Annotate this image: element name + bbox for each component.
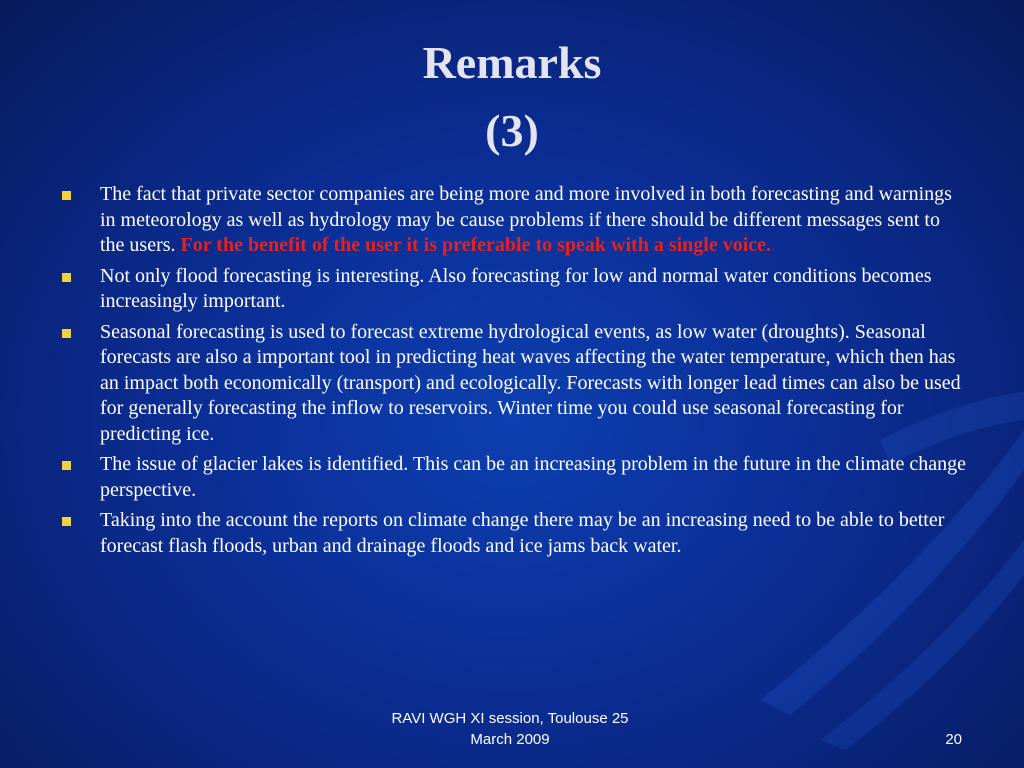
footer-line-2: March 2009 (470, 731, 550, 748)
square-bullet-icon (62, 191, 71, 200)
slide-subtitle: (3) (485, 105, 539, 156)
bullet-text: Not only flood forecasting is interesting. Also forecasting for low and normal water conditions becomes increasingly important. (100, 264, 932, 312)
bullet-text: Seasonal forecasting is used to forecast extreme hydrological events, as low water (droughts). Seasonal forecasts are also a important tool in predicting heat waves affecting the water temperature, which then has an impact both economically (transport) and ecologically. Forecasts with longer lead times can also be used for generally forecasting the inflow to reservoirs. Winter time you could use seasonal forecasting for predicting ice. (100, 320, 961, 445)
footer-line-1: RAVI WGH XI session, Toulouse 25 (391, 710, 629, 727)
square-bullet-icon (62, 461, 71, 470)
bullet-item (62, 452, 967, 503)
bullet-item (62, 320, 967, 448)
bullet-list (62, 182, 967, 564)
square-bullet-icon (62, 517, 71, 526)
bullet-text: The fact that private sector companies are being more and more involved in both forecasting and warnings in meteorology as well as hydrology may be cause problems if there should be different messages sent to the users. (100, 183, 952, 256)
bullet-item (62, 182, 967, 259)
bullet-item (62, 508, 967, 559)
bullet-emphasis-text: For the benefit of the user it is preferable to speak with a single voice. (180, 234, 772, 256)
footer-event-label (340, 708, 680, 750)
square-bullet-icon (62, 329, 71, 338)
page-number: 20 (945, 731, 962, 748)
bullet-text: Taking into the account the reports on climate change there may be an increasing need to be able to better forecast flash floods, urban and drainage floods and ice jams back water. (100, 509, 945, 557)
square-bullet-icon (62, 273, 71, 282)
bullet-text: The issue of glacier lakes is identified. This can be an increasing problem in the future in the climate change perspective. (100, 453, 966, 501)
bullet-item (62, 264, 967, 315)
slide-title: Remarks (422, 37, 602, 88)
